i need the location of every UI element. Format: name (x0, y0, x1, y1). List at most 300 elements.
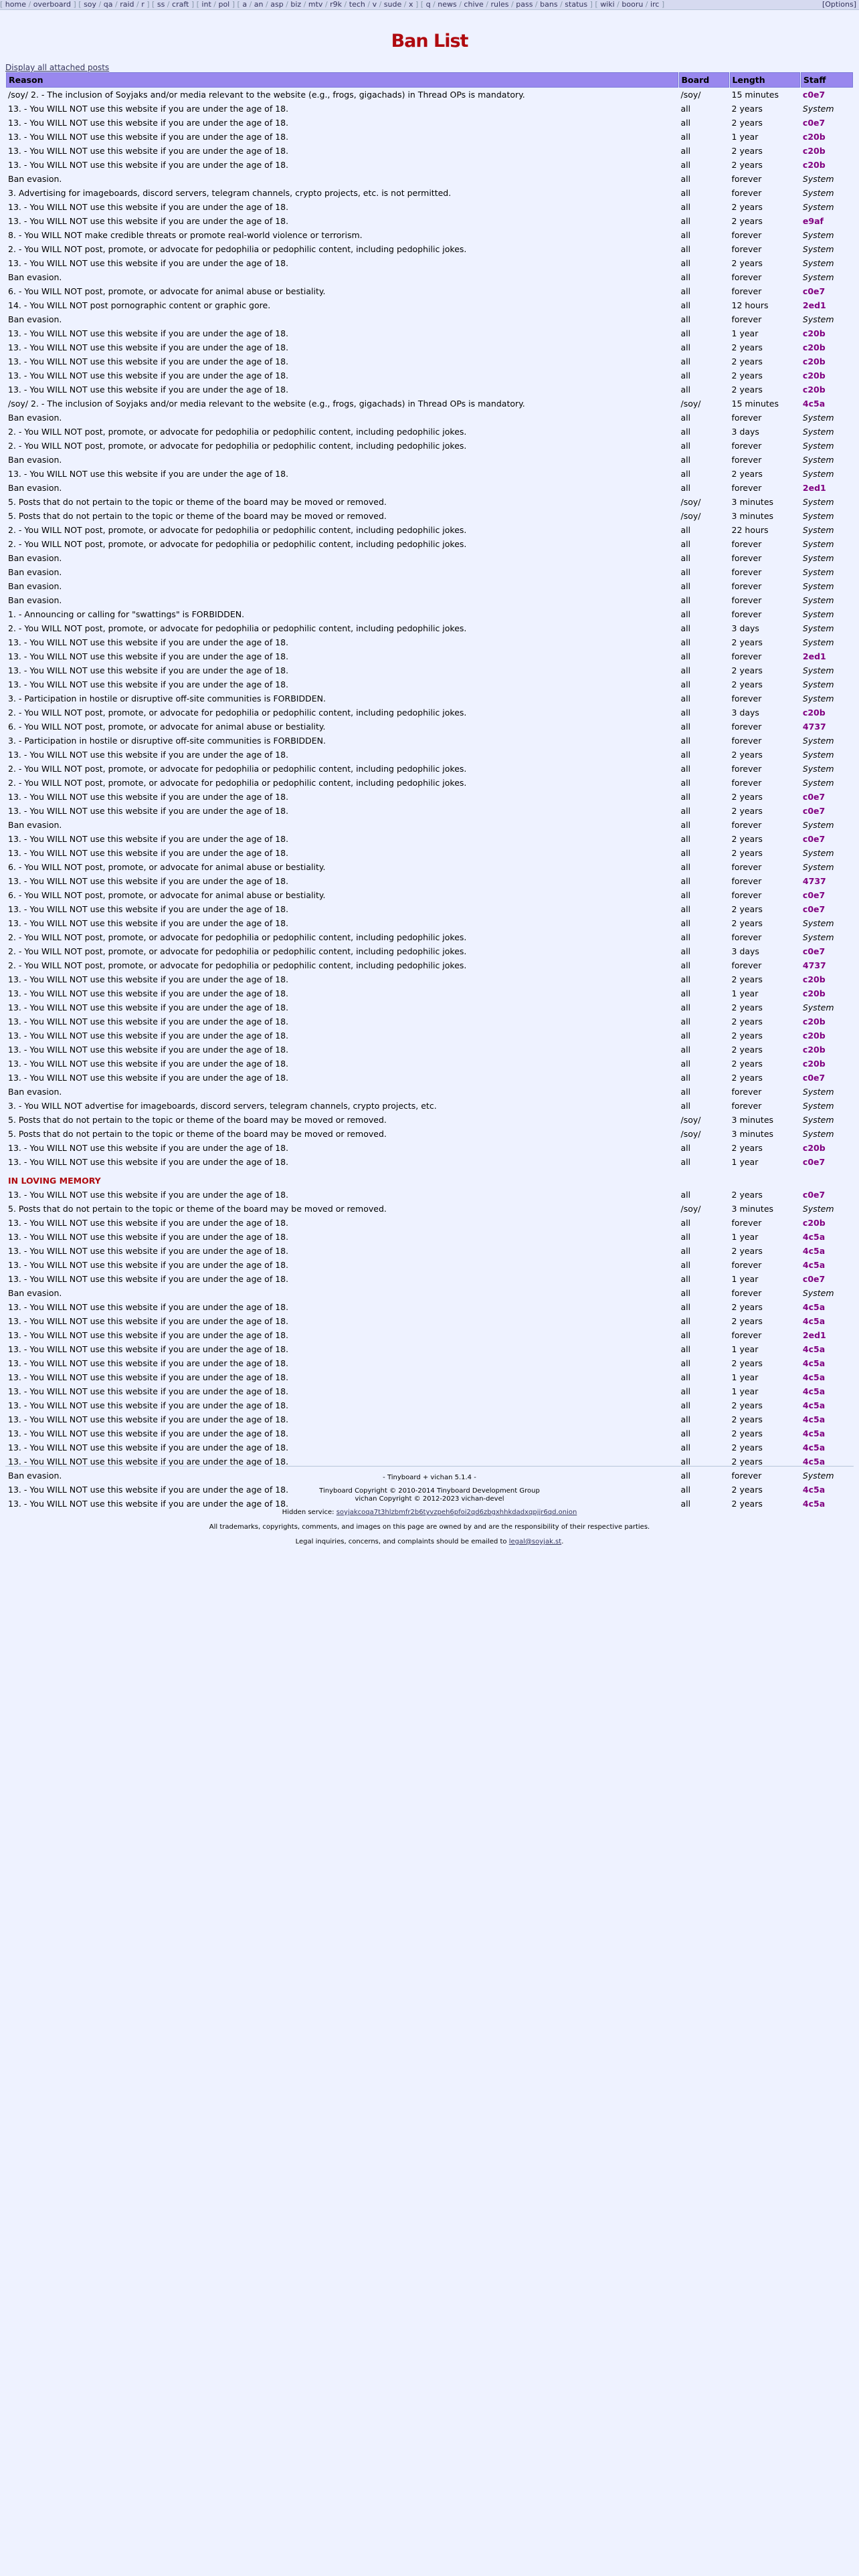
ban-row[interactable] (6, 368, 853, 383)
ban-row[interactable] (6, 1000, 853, 1014)
header-reason[interactable]: Reason (6, 72, 678, 88)
ban-staff: c0e7 (802, 118, 826, 128)
ban-staff: System (802, 174, 834, 184)
ban-length: 2 years (731, 1428, 763, 1438)
ban-staff: c20b (802, 342, 826, 352)
ban-length: 2 years (731, 118, 763, 128)
board-link-asp[interactable]: asp (270, 0, 284, 9)
ban-board: all (680, 1330, 691, 1340)
ban-reason: 13. - You WILL NOT use this website if you are under the age of 18. (8, 1400, 289, 1410)
ban-board: all (680, 146, 691, 156)
ban-row[interactable] (6, 1188, 853, 1202)
ban-board: all (680, 988, 691, 998)
ban-board: all (680, 974, 691, 984)
ban-reason: Ban evasion. (8, 413, 62, 423)
ban-staff: System (802, 525, 834, 535)
ban-row[interactable] (6, 1141, 853, 1155)
ban-row[interactable] (6, 1300, 853, 1314)
ban-row[interactable] (6, 663, 853, 677)
ban-row[interactable] (6, 242, 853, 256)
ban-length: 3 days (731, 623, 759, 633)
boardlist-group: [ a / an / asp / biz / mtv / r9k / tech / v / sude / x ] (235, 0, 419, 9)
ban-reason: 5. Posts that do not pertain to the topic or theme of the board may be moved or removed. (8, 511, 387, 521)
board-link-home[interactable]: home (5, 0, 26, 9)
ban-length: 1 year (731, 1232, 759, 1242)
ban-row[interactable] (6, 635, 853, 649)
ban-row[interactable] (6, 495, 853, 509)
ban-row[interactable] (6, 888, 853, 902)
ban-length: 2 years (731, 1031, 763, 1041)
ban-row[interactable] (6, 1272, 853, 1286)
ban-board: all (680, 679, 691, 689)
ban-reason: /soy/ 2. - The inclusion of Soyjaks and/or media relevant to the website (e.g., frogs, gigachads) in Thread OPs is mandatory. (8, 90, 525, 100)
ban-staff: c20b (802, 1059, 826, 1069)
ban-length: 1 year (731, 1274, 759, 1284)
ban-row[interactable] (6, 326, 853, 340)
ban-staff: c20b (802, 1016, 826, 1027)
ban-board: all (680, 904, 691, 914)
ban-row[interactable] (6, 1426, 853, 1440)
ban-row[interactable] (6, 102, 853, 116)
ban-row[interactable] (6, 1057, 853, 1071)
ban-row[interactable] (6, 1043, 853, 1057)
ban-reason: 13. - You WILL NOT use this website if you are under the age of 18. (8, 328, 289, 338)
ban-row[interactable] (6, 1356, 853, 1370)
ban-board: all (680, 300, 691, 310)
ban-board: all (680, 1002, 691, 1012)
ban-reason: 5. Posts that do not pertain to the topic or theme of the board may be moved or removed. (8, 497, 387, 507)
ban-board: /soy/ (680, 497, 701, 507)
ban-board: all (680, 1400, 691, 1410)
ban-row[interactable] (6, 354, 853, 368)
ban-length: 2 years (731, 1190, 763, 1200)
ban-reason: 2. - You WILL NOT post, promote, or advocate for pedophilia or pedophilic content, including pedophilic jokes. (8, 441, 467, 451)
ban-row[interactable] (6, 256, 853, 270)
ban-reason: 2. - You WILL NOT post, promote, or advocate for pedophilia or pedophilic content, including pedophilic jokes. (8, 525, 467, 535)
ban-staff: 4c5a (802, 1358, 826, 1368)
ban-row[interactable] (6, 930, 853, 944)
ban-reason: 13. - You WILL NOT use this website if you are under the age of 18. (8, 1073, 289, 1083)
ban-row[interactable] (6, 1202, 853, 1216)
ban-board: all (680, 342, 691, 352)
ban-row[interactable] (6, 649, 853, 663)
ban-reason: 3. - Participation in hostile or disruptive off-site communities is FORBIDDEN. (8, 693, 326, 704)
board-link-biz[interactable]: biz (290, 0, 302, 9)
ban-length: 2 years (731, 1246, 763, 1256)
footer-line3: vichan Copyright © 2012-2023 vichan-devel (355, 1495, 504, 1503)
ban-length: 2 years (731, 1045, 763, 1055)
ban-row[interactable] (6, 1286, 853, 1300)
ban-length: 1 year (731, 1372, 759, 1382)
ban-board: all (680, 820, 691, 830)
ban-row[interactable] (6, 958, 853, 972)
ban-row[interactable] (6, 706, 853, 720)
ban-row[interactable] (6, 1127, 853, 1141)
boardlist-group: [ q / news / chive / rules / pass / bans / status ] (418, 0, 593, 9)
ban-row[interactable] (6, 1370, 853, 1384)
ban-reason: 13. - You WILL NOT use this website if you are under the age of 18. (8, 1386, 289, 1396)
ban-row[interactable] (6, 874, 853, 888)
ban-board: all (680, 1457, 691, 1467)
ban-row[interactable] (6, 144, 853, 158)
ban-row[interactable] (6, 677, 853, 691)
ban-board: all (680, 216, 691, 226)
ban-length: forever (731, 413, 762, 423)
ban-staff: System (802, 230, 834, 240)
ban-length: 2 years (731, 1414, 763, 1424)
ban-row[interactable] (6, 116, 853, 130)
ban-row[interactable] (6, 383, 853, 397)
board-link-irc[interactable]: irc (650, 0, 660, 9)
hidden-service-label: Hidden service: (282, 1509, 335, 1516)
ban-staff: System (802, 1101, 834, 1111)
ban-reason: 13. - You WILL NOT use this website if you are under the age of 18. (8, 1330, 289, 1340)
ban-row[interactable] (6, 397, 853, 411)
board-link-r9k[interactable]: r9k (330, 0, 343, 9)
board-link-bans[interactable]: bans (540, 0, 558, 9)
ban-length: 2 years (731, 1358, 763, 1368)
board-link-booru[interactable]: booru (622, 0, 644, 9)
ban-row[interactable] (6, 467, 853, 481)
ban-row[interactable] (6, 916, 853, 930)
ban-board: /soy/ (680, 90, 701, 100)
ban-row[interactable] (6, 1155, 853, 1169)
footer-line2: Tinyboard Copyright © 2010-2014 Tinyboard Development Group (319, 1487, 540, 1495)
board-link-wiki[interactable]: wiki (600, 0, 615, 9)
ban-length: forever (731, 174, 762, 184)
ban-staff: System (802, 736, 834, 746)
ban-row[interactable] (6, 565, 853, 579)
ban-board: all (680, 1190, 691, 1200)
ban-row[interactable] (6, 214, 853, 228)
ban-row[interactable] (6, 1216, 853, 1230)
ban-row[interactable] (6, 509, 853, 523)
ban-row[interactable] (6, 425, 853, 439)
ban-row[interactable] (6, 172, 853, 186)
ban-row[interactable] (6, 1071, 853, 1085)
options-link[interactable]: [Options] (822, 0, 856, 9)
ban-length: forever (731, 932, 762, 942)
ban-reason: 13. - You WILL NOT use this website if you are under the age of 18. (8, 385, 289, 395)
ban-row[interactable] (6, 1258, 853, 1272)
ban-length: forever (731, 820, 762, 830)
ban-length: forever (731, 553, 762, 563)
ban-board: all (680, 328, 691, 338)
ban-board: all (680, 960, 691, 970)
ban-staff: System (802, 1471, 834, 1481)
ban-row[interactable] (6, 748, 853, 762)
ban-length: forever (731, 722, 762, 732)
ban-board: all (680, 1157, 691, 1167)
ban-board: all (680, 1302, 691, 1312)
ban-row[interactable] (6, 1230, 853, 1244)
ban-row[interactable] (6, 1314, 853, 1328)
ban-row[interactable] (6, 1342, 853, 1356)
board-link-a[interactable]: a (242, 0, 248, 9)
ban-reason: 1. - Announcing or calling for "swattings" is FORBIDDEN. (8, 609, 245, 619)
ban-row[interactable] (6, 1328, 853, 1342)
footer-divider (5, 1466, 854, 1467)
ban-staff: System (802, 679, 834, 689)
ban-length: 3 minutes (731, 1204, 774, 1214)
ban-row[interactable] (6, 1029, 853, 1043)
ban-board: all (680, 1045, 691, 1055)
ban-length: forever (731, 960, 762, 970)
board-link-status[interactable]: status (565, 0, 588, 9)
ban-length: 2 years (731, 848, 763, 858)
ban-staff: System (802, 511, 834, 521)
ban-row[interactable] (6, 1014, 853, 1029)
ban-board: all (680, 385, 691, 395)
board-link-soy[interactable]: soy (84, 0, 97, 9)
board-link-sude[interactable]: sude (383, 0, 402, 9)
ban-row[interactable] (6, 523, 853, 537)
ban-row[interactable] (6, 130, 853, 144)
ban-length: 2 years (731, 1016, 763, 1027)
ban-length: 1 year (731, 132, 759, 142)
ban-reason: 13. - You WILL NOT use this website if you are under the age of 18. (8, 1031, 289, 1041)
board-link-int[interactable]: int (201, 0, 211, 9)
ban-board: all (680, 188, 691, 198)
ban-board: all (680, 314, 691, 324)
ban-length: 2 years (731, 806, 763, 816)
ban-board: all (680, 455, 691, 465)
ban-reason: 13. - You WILL NOT use this website if you are under the age of 18. (8, 988, 289, 998)
ban-board: all (680, 1031, 691, 1041)
ban-row[interactable] (6, 312, 853, 326)
ban-board: /soy/ (680, 1204, 701, 1214)
ban-row[interactable] (6, 481, 853, 495)
ban-length: 2 years (731, 1002, 763, 1012)
ban-staff: 4737 (802, 960, 826, 970)
ban-row[interactable] (6, 551, 853, 565)
ban-length: forever (731, 1260, 762, 1270)
ban-row[interactable] (6, 593, 853, 607)
ban-board: all (680, 708, 691, 718)
ban-board: all (680, 525, 691, 535)
ban-length: forever (731, 244, 762, 254)
ban-row[interactable] (6, 790, 853, 804)
ban-row[interactable] (6, 902, 853, 916)
ban-staff: 2ed1 (802, 483, 826, 493)
ban-board: all (680, 1386, 691, 1396)
ban-row[interactable] (6, 158, 853, 172)
ban-board: all (680, 665, 691, 675)
ban-length: 2 years (731, 258, 763, 268)
ban-row[interactable] (6, 691, 853, 706)
board-link-news[interactable]: news (438, 0, 457, 9)
ban-length: 2 years (731, 104, 763, 114)
ban-length: 2 years (731, 679, 763, 689)
ban-staff: c0e7 (802, 834, 826, 844)
display-all-posts-link[interactable]: Display all attached posts (5, 63, 110, 72)
ban-row[interactable] (6, 832, 853, 846)
ban-board: all (680, 1442, 691, 1453)
hidden-service-link[interactable]: soyjakcoqa7t3hlzbmfr2b6tyvzpeh6pfoi2qd6zbgxhhkdadxqpjjr6qd.onion (336, 1509, 577, 1516)
board-link-qa[interactable]: qa (103, 0, 113, 9)
ban-reason: Ban evasion. (8, 581, 62, 591)
ban-row[interactable] (6, 1113, 853, 1127)
ban-length: 2 years (731, 1442, 763, 1453)
ban-length: 1 year (731, 1386, 759, 1396)
ban-row[interactable] (6, 972, 853, 986)
board-link-r[interactable]: r (141, 0, 145, 9)
ban-length: forever (731, 483, 762, 493)
ban-row[interactable] (6, 1085, 853, 1099)
ban-row[interactable] (6, 804, 853, 818)
ban-length: forever (731, 778, 762, 788)
ban-length: forever (731, 764, 762, 774)
ban-row[interactable] (6, 621, 853, 635)
ban-row[interactable] (6, 200, 853, 214)
ban-staff: System (802, 1115, 834, 1125)
ban-length: 3 days (731, 427, 759, 437)
ban-staff: 4c5a (802, 1316, 826, 1326)
ban-length: 2 years (731, 146, 763, 156)
ban-board: all (680, 1143, 691, 1153)
ban-row[interactable] (6, 1384, 853, 1398)
ban-staff: System (802, 497, 834, 507)
ban-row[interactable] (6, 1440, 853, 1455)
board-link-raid[interactable]: raid (120, 0, 134, 9)
board-link-overboard[interactable]: overboard (33, 0, 71, 9)
ban-staff: 4c5a (802, 1260, 826, 1270)
ban-length: 3 days (731, 946, 759, 956)
board-link-rules[interactable]: rules (490, 0, 509, 9)
ban-reason: 3. - Participation in hostile or disruptive off-site communities is FORBIDDEN. (8, 736, 326, 746)
ban-board: all (680, 160, 691, 170)
boardlist-group: [ home / overboard ] (0, 0, 76, 9)
board-link-v[interactable]: v (372, 0, 377, 9)
ban-reason: 2. - You WILL NOT post, promote, or advocate for pedophilia or pedophilic content, including pedophilic jokes. (8, 427, 467, 437)
ban-board: all (680, 202, 691, 212)
ban-row[interactable] (6, 1099, 853, 1113)
ban-staff: System (802, 750, 834, 760)
ban-reason: 13. - You WILL NOT use this website if you are under the age of 18. (8, 1218, 289, 1228)
ban-row[interactable] (6, 818, 853, 832)
ban-staff: c0e7 (802, 806, 826, 816)
board-link-x[interactable]: x (408, 0, 413, 9)
ban-staff: System (802, 244, 834, 254)
legal-email-link[interactable]: legal@soyjak.st (508, 1538, 562, 1545)
ban-staff: System (802, 202, 834, 212)
ban-reason: 13. - You WILL NOT use this website if you are under the age of 18. (8, 1485, 289, 1495)
ban-length: 2 years (731, 1400, 763, 1410)
board-link-q[interactable]: q (425, 0, 431, 9)
board-link-pass[interactable]: pass (516, 0, 533, 9)
ban-row[interactable] (6, 298, 853, 312)
board-link-mtv[interactable]: mtv (308, 0, 323, 9)
ban-row[interactable] (6, 537, 853, 551)
ban-board: all (680, 1274, 691, 1284)
ban-row[interactable] (6, 186, 853, 200)
ban-staff: c20b (802, 160, 826, 170)
ban-staff: System (802, 862, 834, 872)
ban-length: 3 minutes (731, 511, 774, 521)
ban-row[interactable] (6, 1398, 853, 1412)
page-title: Ban List (391, 31, 468, 51)
ban-row[interactable] (6, 453, 853, 467)
ban-reason: 13. - You WILL NOT use this website if you are under the age of 18. (8, 1157, 289, 1167)
ban-reason: 2. - You WILL NOT post, promote, or advocate for pedophilia or pedophilic content, including pedophilic jokes. (8, 764, 467, 774)
ban-length: 1 year (731, 1157, 759, 1167)
ban-staff: c0e7 (802, 890, 826, 900)
ban-table-header (6, 72, 853, 88)
header-staff[interactable]: Staff (801, 72, 853, 88)
board-link-an[interactable]: an (254, 0, 264, 9)
ban-row[interactable] (6, 734, 853, 748)
ban-length: forever (731, 1101, 762, 1111)
ban-row[interactable] (6, 762, 853, 776)
ban-staff: c20b (802, 974, 826, 984)
ban-staff: c0e7 (802, 1157, 826, 1167)
header-length[interactable]: Length (730, 72, 800, 88)
ban-row[interactable] (6, 607, 853, 621)
ban-staff: c20b (802, 356, 826, 366)
ban-reason: 5. Posts that do not pertain to the topic or theme of the board may be moved or removed. (8, 1204, 387, 1214)
ban-row[interactable] (6, 439, 853, 453)
ban-reason: 2. - You WILL NOT post, promote, or advocate for pedophilia or pedophilic content, including pedophilic jokes. (8, 539, 467, 549)
ban-row[interactable] (6, 846, 853, 860)
ban-board: all (680, 1059, 691, 1069)
ban-reason: 13. - You WILL NOT use this website if you are under the age of 18. (8, 1016, 289, 1027)
board-link-craft[interactable]: craft (172, 0, 189, 9)
ban-row[interactable] (6, 1412, 853, 1426)
ban-reason: 13. - You WILL NOT use this website if you are under the age of 18. (8, 469, 289, 479)
ban-staff: System (802, 539, 834, 549)
ban-staff: System (802, 764, 834, 774)
ban-staff: 4c5a (802, 1485, 826, 1495)
ban-row[interactable] (6, 88, 853, 102)
ban-row[interactable] (6, 284, 853, 298)
ban-row[interactable] (6, 720, 853, 734)
ban-staff: System (802, 469, 834, 479)
ban-row[interactable] (6, 411, 853, 425)
ban-row[interactable] (6, 860, 853, 874)
ban-row[interactable] (6, 1244, 853, 1258)
ban-staff: c20b (802, 370, 826, 381)
ban-board: all (680, 1016, 691, 1027)
board-link-tech[interactable]: tech (349, 0, 365, 9)
ban-row[interactable] (6, 579, 853, 593)
ban-staff: e9af (802, 216, 824, 226)
ban-reason: 13. - You WILL NOT use this website if you are under the age of 18. (8, 202, 289, 212)
ban-row[interactable] (6, 776, 853, 790)
ban-reason: 13. - You WILL NOT use this website if you are under the age of 18. (8, 1499, 289, 1509)
ban-reason: Ban evasion. (8, 314, 62, 324)
board-link-ss[interactable]: ss (157, 0, 165, 9)
ban-reason: 13. - You WILL NOT use this website if you are under the age of 18. (8, 806, 289, 816)
ban-length: forever (731, 286, 762, 296)
ban-length: 2 years (731, 342, 763, 352)
board-link-chive[interactable]: chive (464, 0, 484, 9)
ban-reason: 13. - You WILL NOT use this website if you are under the age of 18. (8, 160, 289, 170)
ban-reason: 13. - You WILL NOT use this website if you are under the age of 18. (8, 1372, 289, 1382)
legal-prefix: Legal inquiries, concerns, and complaints should be emailed to (295, 1538, 507, 1545)
ban-board: all (680, 1499, 691, 1509)
ban-board: all (680, 1358, 691, 1368)
ban-board: all (680, 764, 691, 774)
ban-row[interactable] (6, 944, 853, 958)
ban-row[interactable] (6, 228, 853, 242)
ban-reason: 2. - You WILL NOT post, promote, or advocate for pedophilia or pedophilic content, including pedophilic jokes. (8, 960, 467, 970)
header-board[interactable]: Board (679, 72, 729, 88)
ban-row[interactable] (6, 986, 853, 1000)
board-link-pol[interactable]: pol (218, 0, 230, 9)
ban-row[interactable] (6, 340, 853, 354)
ban-row[interactable] (6, 270, 853, 284)
trademark-notice: All trademarks, copyrights, comments, and images on this page are owned by and are the responsibility of their respective parties. (209, 1523, 650, 1531)
